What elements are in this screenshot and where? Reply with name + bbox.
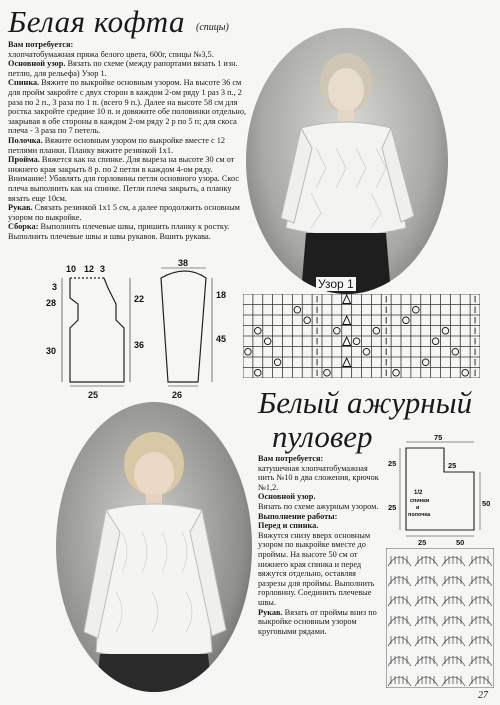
dim2-right-2: 50 xyxy=(482,499,491,508)
sleeve-outline xyxy=(161,271,206,382)
article1-title: Белая кофта xyxy=(8,4,186,39)
sleeve-heading: Рукав. xyxy=(8,203,33,213)
dim-right-2: 36 xyxy=(134,340,145,350)
need2-heading: Вам потребуется: xyxy=(258,454,324,463)
pattern-label: Узор 1 xyxy=(318,277,354,291)
dim2-bottom-1: 25 xyxy=(418,538,427,547)
pattern-text: Вязать по схеме (между рапортами вязать 1 изн. петлю, для рельефа) Узор 1. xyxy=(8,59,238,78)
fb-text: Вяжутся снизу вверх основным узором по выкройке вместе до проймы. На высоте 50 см от нижнего края спинка и перед вяжутся отдельно, оставляя разрезы для проймы. Выполнить горловину. Соединить плечевые швы. xyxy=(258,530,375,607)
need-heading: Вам потребуется: xyxy=(8,40,74,49)
dim2-inner-1: 1/2 xyxy=(414,490,423,496)
work-heading: Выполнение работы: xyxy=(258,511,338,521)
dim-sleeve-right-2: 45 xyxy=(216,334,227,344)
dim2-inner-3: и xyxy=(416,505,420,511)
pattern-chart-1 xyxy=(243,294,480,378)
front-text: Вяжите основным узором по выкройке вместе с 12 петлями планки. Планку вяжите резинкой 1х1. xyxy=(8,135,226,155)
crochet-chart xyxy=(386,548,494,688)
body-outline xyxy=(70,278,124,382)
model-figure-1 xyxy=(246,28,448,294)
dim-sleeve-right-1: 18 xyxy=(216,290,227,300)
pattern2-heading: Основной узор. xyxy=(258,492,316,502)
dim2-left-1: 25 xyxy=(388,459,397,468)
dim-left-3: 30 xyxy=(46,346,57,356)
jacket-schematic xyxy=(26,258,236,388)
article2-title-line1: Белый ажурный xyxy=(258,385,473,420)
assembly-heading: Сборка: xyxy=(8,222,39,232)
dim2-left-2: 25 xyxy=(388,503,397,512)
pullover-photo xyxy=(56,402,252,692)
article1-subtitle: (спицы) xyxy=(196,22,229,33)
dim-sleeve-bottom: 26 xyxy=(172,390,183,400)
dim-left-1: 3 xyxy=(52,282,58,292)
front-heading: Полочка. xyxy=(8,135,43,145)
assembly-text: Выполнить плечевые швы, пришить планку к ростку. Выполнить плечевые швы и швы рукавов. Вшить рукава. xyxy=(8,222,230,241)
dim-left-2: 28 xyxy=(46,298,57,308)
dim2-bottom-2: 50 xyxy=(456,538,465,547)
dim-bottom-label: 25 xyxy=(88,390,99,400)
article2-title-line2: пуловер xyxy=(272,419,373,454)
pattern-heading: Основной узор. xyxy=(8,59,66,69)
armhole-heading: Пройма. xyxy=(8,155,40,165)
pattern2-text: Вязать по схеме ажурным узором. xyxy=(258,501,379,511)
jacket-photo xyxy=(246,28,448,294)
dim-top-2: 12 xyxy=(84,264,95,274)
dim2-inner-2: спинки xyxy=(410,498,430,504)
fb-heading: Перед и спинка. xyxy=(258,521,319,531)
dim2-top: 75 xyxy=(434,433,443,442)
dim-sleeve-top: 38 xyxy=(178,258,189,268)
sleeve2-heading: Рукав. xyxy=(258,607,283,617)
need2-text: катушечная хлопчатобумажная нить №10 в два сложения, крючок №1,2. xyxy=(258,463,379,492)
dim2-right-1: 25 xyxy=(448,461,457,470)
sleeve2-text: Вязать от проймы вниз по выкройке основным узором круговыми рядами. xyxy=(258,607,377,636)
dim-top-1: 10 xyxy=(66,264,77,274)
article2-body xyxy=(258,454,382,636)
armhole-text: Вяжется как на спинке. Для выреза на высоте 30 см от нижнего края закрыть 8 р. по 2 петли в каждом 4-ом ряду. Внимание! Убавлять для горловины петли основного узора. Скос плеча выполнить как на спинке. Петли плеча закрыть, а планку вязать еще 10см. xyxy=(8,155,239,203)
back-text: Вяжите по выкройке основным узором. На высоте 36 см для пройм закройте с двух сторон в каждом 2-ом ряду 1 раз 3 п., 2 раза по 2 п., 3 раза по 1 п. (всего 9 п.). Далее на высоте 58 см для ростка закройте средние 10 п. и довяжите обе половинки отдельно, закрывая в обе стороны в каждом 2-ом ряду 2 р по 5 п; для скоса плеча - 3 раза по 7 петель. xyxy=(8,78,247,136)
dim2-inner-4: полочка xyxy=(408,512,431,518)
sleeve-text: Связать резинкой 1х1 5 см, а далее продолжить основным узором по выкройке. xyxy=(8,203,240,222)
model-figure-2 xyxy=(56,402,252,692)
dim-right-1: 22 xyxy=(134,294,145,304)
back-heading: Спинка. xyxy=(8,78,40,88)
need-text: хлопчатобумажная пряжа белого цвета, 600г, спицы №3,5. xyxy=(8,49,214,59)
page-number: 27 xyxy=(478,690,488,701)
pullover-schematic xyxy=(386,432,494,540)
article1-body xyxy=(8,40,248,241)
dim-top-3: 3 xyxy=(100,264,106,274)
